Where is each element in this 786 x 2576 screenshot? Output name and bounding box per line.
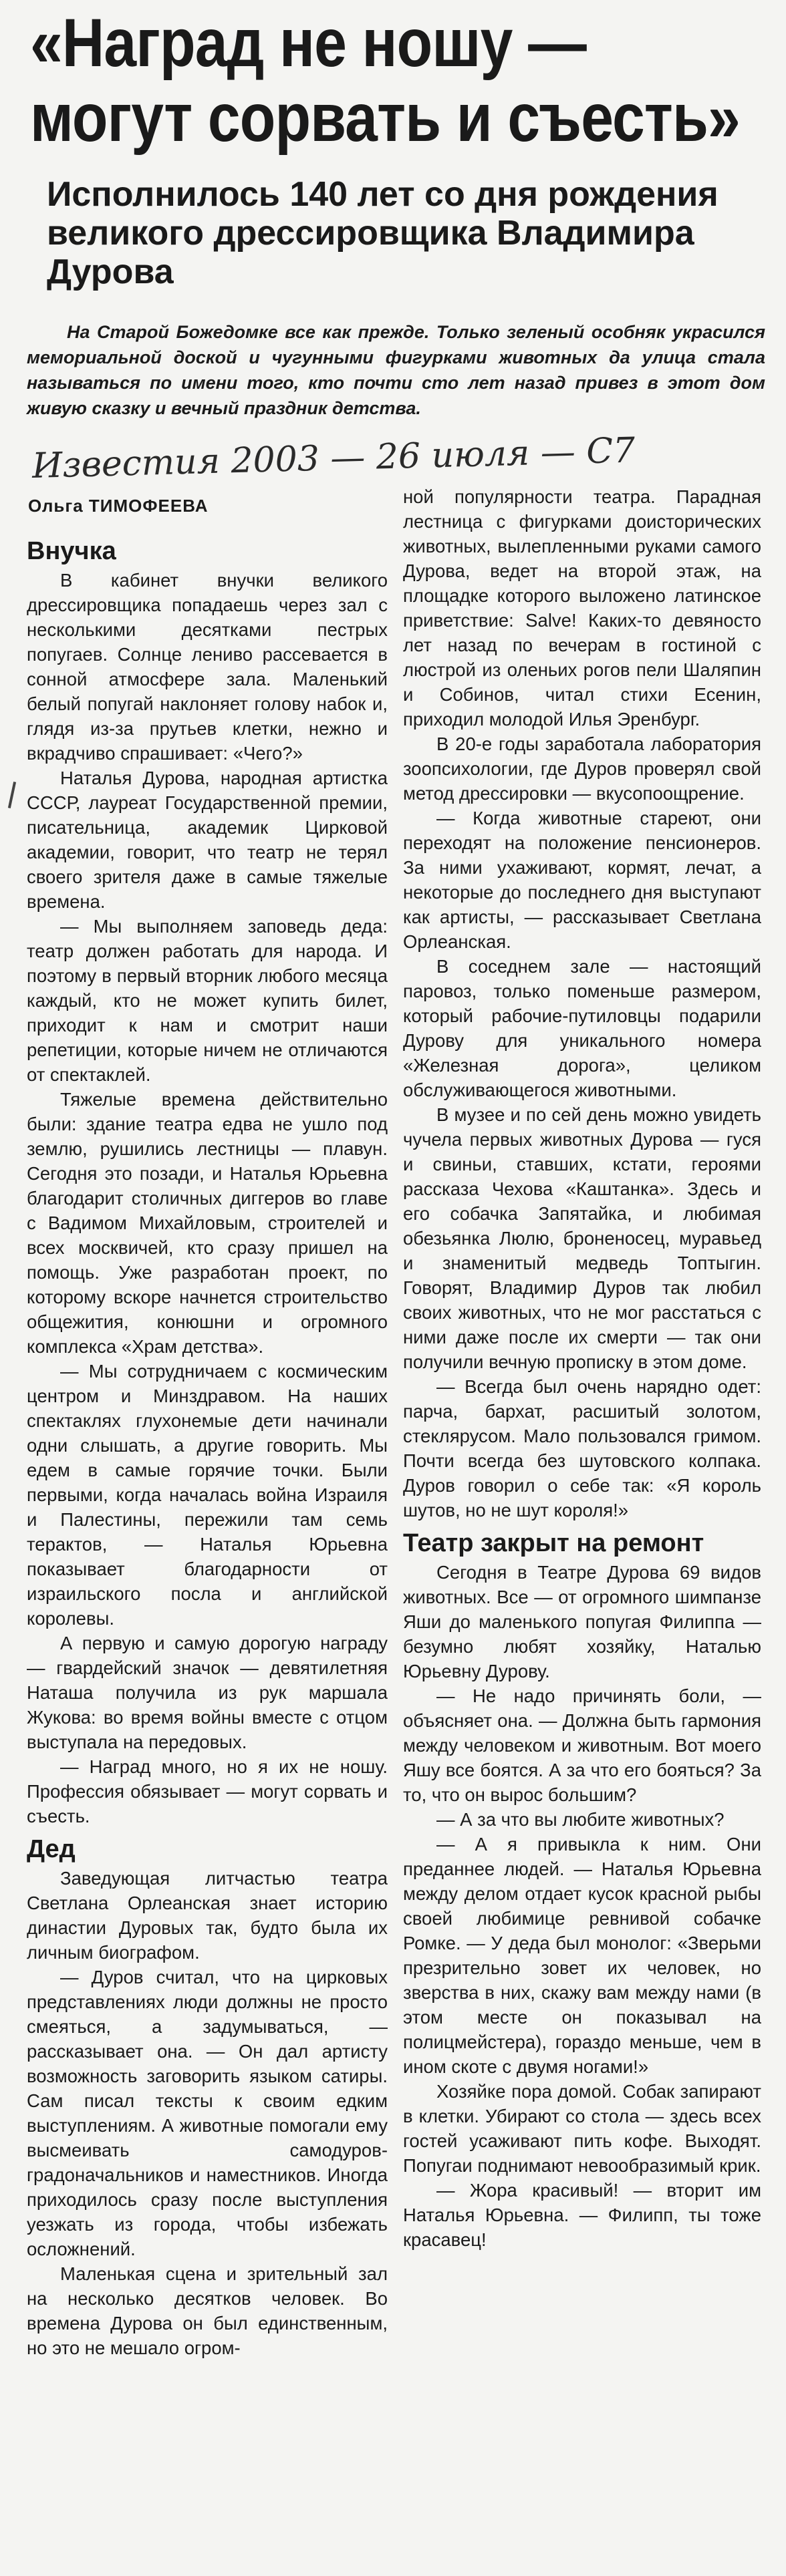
section-heading-vnuchka: Внучка xyxy=(27,537,116,565)
paragraph: — Мы сотрудничаем с космическим центром и Минздравом. На наших спектаклях глухонемые дети начинали одни слышать, а другие говорить. Мы едем в самые горячие точки. Были первыми, когда началась война Израиля и Палестины, пережили там семь терактов, — Наталья Юрьевна показывает благодарности от израильского посла и английской королевы. xyxy=(27,1361,388,1629)
headline xyxy=(30,5,740,156)
paragraph: Хозяйке пора домой. Собак запирают в клетки. Убирают со стола — здесь всех гостей усаживают пить кофе. Выходят. Попугаи поднимают невообразимый крик. xyxy=(403,2081,761,2176)
paragraph: Сегодня в Театре Дурова 69 видов животных. Все — от огромного шимпанзе Яши до маленького попугая Филиппа — безумно любят хозяйку, Наталью Юрьевну Дурову. xyxy=(403,1562,761,1681)
section-heading-teatr: Театр закрыт на ремонт xyxy=(403,1529,704,1557)
paragraph: ной популярности театра. Парадная лестница с фигурками доисторических животных, вылепленными руками самого Дурова, ведет на второй этаж, на площадке которого выложено латинское приветствие: Salve! Каких-то девяносто лет назад по вечерам в гостиной с люстрой из оленьих рогов пели Шаляпин и Собинов, читал стихи Есенин, приходил молодой Илья Эренбург. xyxy=(403,486,761,730)
paragraph: — А я привыкла к ним. Они преданнее людей. — Наталья Юрьевна между делом отдает кусок красной рыбы своей любимице ревнивой собачке Ромке. — У деда был монолог: «Зверьми презрительно зовет их человек, но зверства в них, скажу вам между нами (в этом месте он показывал на полицмейстера), гораздо меньше, чем в ином скоте с двумя ногами!» xyxy=(403,1834,761,2077)
paragraph: В 20-е годы заработала лаборатория зоопсихологии, где Дуров проверял свой метод дрессировки — вкусопоощрение. xyxy=(403,734,761,804)
paragraph: — Всегда был очень нарядно одет: парча, бархат, расшитый золотом, стеклярусом. Мало пользовался гримом. Почти всегда без шутовского колпака. Дуров говорил о себе так: «Я король шутов, но не шут короля!» xyxy=(403,1376,761,1520)
paragraph: — Дуров считал, что на цирковых представлениях люди должны не просто смеяться, а задумываться, — рассказывает она. — Он дал артисту возможность заговорить языком сатиры. Сам писал тексты к своим едким выступлениям. А животные помогали ему высмеивать самодуров-градоначальников и наместников. Иногда приходилось сразу после выступления уезжать из города, чтобы избежать осложнений. xyxy=(27,1967,388,2259)
paragraph: В соседнем зале — настоящий паровоз, только поменьше размером, который рабочие-путиловцы подарили Дурову для уникального номера «Железная дорога», целиком обслуживающегося животными. xyxy=(403,956,761,1100)
handwritten-date-note: Известия 2003 — 26 июля — С7 xyxy=(31,430,636,486)
paragraph: — А за что вы любите животных? xyxy=(436,1809,725,1830)
paragraph: А первую и самую дорогую награду — гвардейский значок — девятилетняя Наташа получила из рук маршала Жукова: во время войны вместе с отцом выступала на передовых. xyxy=(27,1633,388,1752)
lead-paragraph xyxy=(27,319,765,421)
right-column xyxy=(403,484,761,2565)
pen-tick-mark xyxy=(8,782,16,808)
paragraph: Тяжелые времена действительно были: здание театра едва не ушло под землю, рушились лестницы — плавун. Сегодня это позади, и Наталья Юрьевна благодарит столичных диггеров во главе с Вадимом Михайловым, строителей и всех москвичей, кто сразу пришел на помощь. Уже разработан проект, по которому вскоре начнется строительство общежития, конюшни и огромного комплекса «Храм детства». xyxy=(27,1089,388,1357)
byline: Ольга ТИМОФЕЕВА xyxy=(28,496,209,516)
headline-line-2: могут сорвать и съесть» xyxy=(30,79,740,156)
paragraph: Заведующая литчастью театра Светлана Орлеанская знает историю династии Дуровых так, будто была их личным биографом. xyxy=(27,1868,388,1963)
paragraph: Наталья Дурова, народная артистка СССР, лауреат Государственной премии, писательница, академик Цирковой академии, говорит, что театр не терял своего зрителя даже в самые тяжелые времена. xyxy=(27,768,388,912)
paragraph: — Наград много, но я их не ношу. Профессия обязывает — могут сорвать и съесть. xyxy=(27,1756,388,1826)
paragraph: — Когда животные стареют, они переходят на положение пенсионеров. За ними ухаживают, кормят, лечат, а некоторые до последнего дня выступают как артисты, — рассказывает Светлана Орлеанская. xyxy=(403,808,761,952)
headline-line-1: «Наград не ношу — xyxy=(30,5,586,81)
paragraph: Маленькая сцена и зрительный зал на несколько десятков человек. Во времена Дурова он был единственным, но это не мешало огром- xyxy=(27,2263,388,2358)
paragraph: — Мы выполняем заповедь деда: театр должен работать для народа. И поэтому в первый вторник любого месяца каждый, кто не может купить билет, приходит к нам и смотрит наши репетиции, которые ничем не отличаются от спектаклей. xyxy=(27,916,388,1085)
lead-text: На Старой Божедомке все как прежде. Только зеленый особняк украсился мемориальной доской и чугунными фигурками животных да улица стала называться по имени того, кто почти сто лет назад привез в этот дом живую сказку и вечный праздник детства. xyxy=(27,322,765,418)
paragraph: — Не надо причинять боли, — объясняет она. — Должна быть гармония между человеком и животным. Вот моего Яшу все боятся. А за что его бояться? За то, что он вырос большим? xyxy=(403,1685,761,1805)
paragraph: В музее и по сей день можно увидеть чучела первых животных Дурова — гуся и свиньи, ставших, кстати, героями рассказа Чехова «Каштанка». Здесь и его собачка Запятайка, и любимая обезьянка Люлю, броненосец, муравьед и знаменитый медведь Топтыгин. Говорят, Владимир Дуров так любил своих животных, что не мог расстаться с ними даже после их смерти — так они получили вечную прописку в этом доме. xyxy=(403,1104,761,1372)
paragraph: В кабинет внучки великого дрессировщика попадаешь через зал с несколькими десятками пестрых попугаев. Солнце лениво рассевается в сонной атмосфере зала. Маленький белый попугай наклоняет голову набок и, глядя из-за прутьев клетки, нежно и вкрадчиво спрашивает: «Чего?» xyxy=(27,570,388,764)
subtitle: Исполнилось 140 лет со дня рождения великого дрессировщика Владимира Дурова xyxy=(47,175,718,291)
left-column xyxy=(27,534,388,2565)
paragraph: — Жора красивый! — вторит им Наталья Юрьевна. — Филипп, ты тоже красавец! xyxy=(403,2180,761,2250)
section-heading-ded: Дед xyxy=(27,1835,76,1863)
